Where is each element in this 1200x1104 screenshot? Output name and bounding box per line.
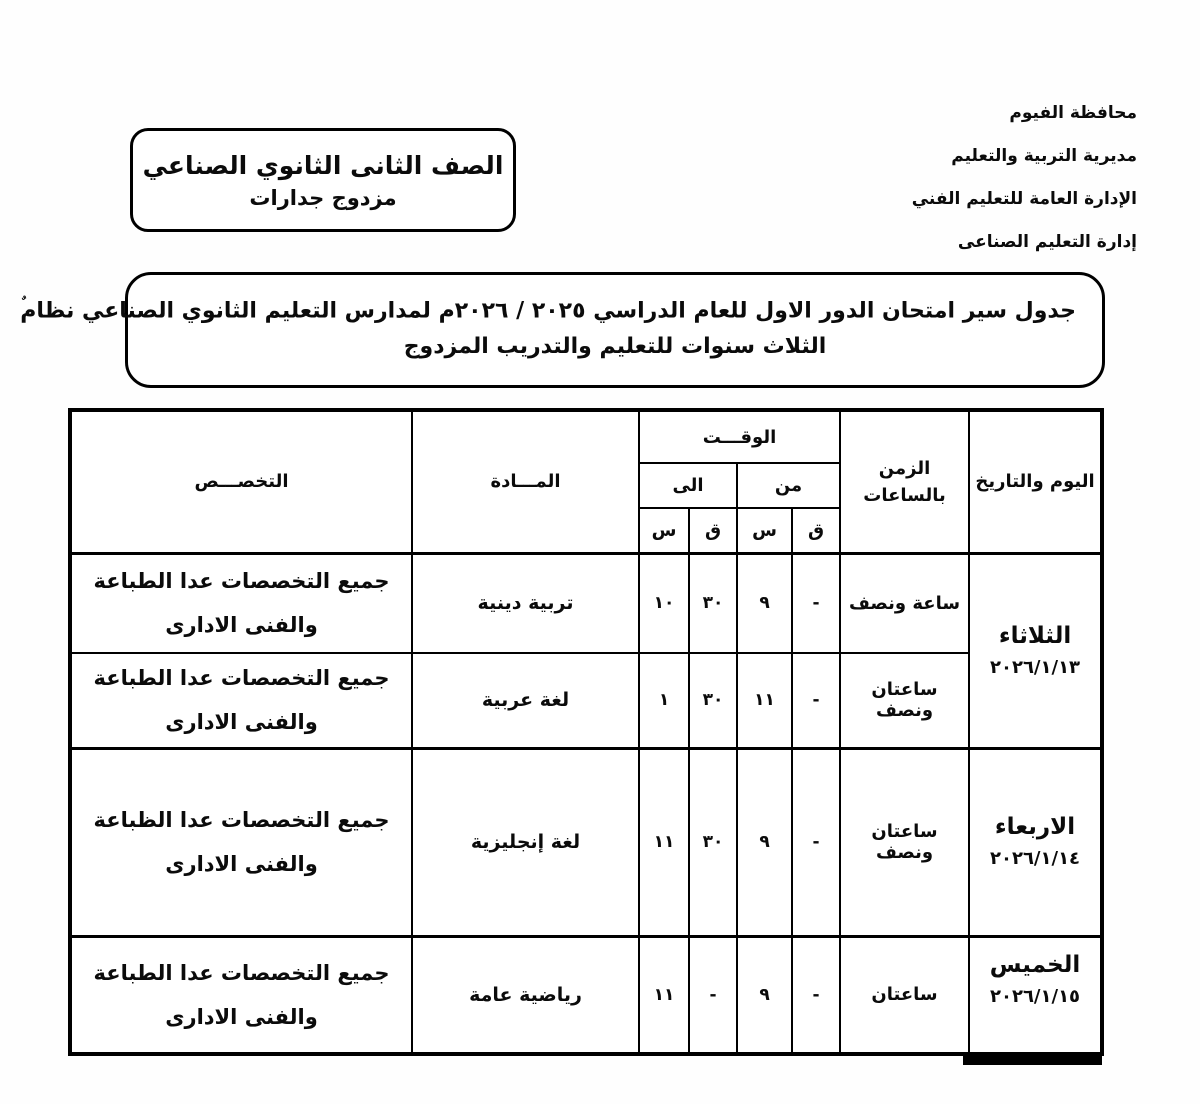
from-minutes-cell: -: [792, 936, 840, 1054]
header-to-minutes: ق: [689, 508, 737, 553]
to-minutes-cell: -: [689, 936, 737, 1054]
org-line-industrial-admin: إدارة التعليم الصناعى: [957, 232, 1137, 252]
day-column-bottom-rule: [963, 1056, 1102, 1065]
day-cell-wednesday: [969, 748, 1102, 936]
table-row-tuesday-religion: [70, 553, 1102, 653]
table-row-wednesday-english: [70, 748, 1102, 936]
day-name: الثلاثاء: [998, 622, 1072, 649]
org-line-directorate: مديرية التربية والتعليم: [951, 146, 1137, 166]
subject-cell: لغة عربية: [412, 653, 639, 748]
subject-cell: لغة إنجليزية: [412, 748, 639, 936]
exam-schedule-table: [68, 408, 1104, 1056]
exam-title-line2: الثلاث سنوات للتعليم والتدريب المزدوج: [403, 334, 827, 360]
day-cell-tuesday: [969, 553, 1102, 748]
duration-cell: ساعة ونصف: [840, 553, 969, 653]
class-box-grade: الصف الثانى الثانوي الصناعي: [142, 150, 504, 180]
from-minutes-cell: -: [792, 553, 840, 653]
header-from: من: [737, 463, 840, 508]
day-name: الاربعاء: [994, 814, 1076, 840]
org-line-general-admin: الإدارة العامة للتعليم الفني: [911, 189, 1137, 209]
header-to: الى: [639, 463, 737, 508]
exam-title-line1: جدول سير امتحان الدور الاول للعام الدراسي ٢٠٢٥ / ٢٠٢٦م لمدارس التعليم الثانوي الصناعي نظام: [20, 298, 1076, 324]
header-time: الوقـــت: [639, 410, 840, 463]
specialization-cell: جميع التخصصات عدا الطباعة والفنى الادارى: [70, 553, 412, 653]
from-minutes-cell: -: [792, 748, 840, 936]
duration-cell: ساعتان ونصف: [840, 748, 969, 936]
from-hours-cell: ١١: [737, 653, 792, 748]
to-minutes-cell: ٣٠: [689, 553, 737, 653]
day-date: ٢٠٢٦/١/١٥: [989, 985, 1081, 1007]
from-minutes-cell: -: [792, 653, 840, 748]
duration-cell: ساعتان ونصف: [840, 653, 969, 748]
header-duration: الزمن بالساعات: [840, 410, 969, 553]
to-minutes-cell: ٣٠: [689, 653, 737, 748]
specialization-cell: جميع التخصصات عدا الظباعة والفنى الادارى: [70, 748, 412, 936]
table-row-thursday-math: [70, 936, 1102, 1054]
specialization-cell: جميع التخصصات عدا الطباعة والفنى الادارى: [70, 936, 412, 1054]
subject-cell: تربية دينية: [412, 553, 639, 653]
day-date: ٢٠٢٦/١/١٤: [989, 848, 1081, 869]
to-hours-cell: ١١: [639, 936, 689, 1054]
class-box: [130, 128, 516, 232]
day-cell-thursday: [969, 936, 1102, 1054]
from-hours-cell: ٩: [737, 748, 792, 936]
header-subject: المـــادة: [412, 410, 639, 553]
table-row-tuesday-arabic: [70, 653, 1102, 748]
to-hours-cell: ١٠: [639, 553, 689, 653]
header-from-minutes: ق: [792, 508, 840, 553]
subject-cell: رياضية عامة: [412, 936, 639, 1054]
to-hours-cell: ١: [639, 653, 689, 748]
class-box-system: مزدوج جدارات: [249, 185, 397, 210]
header-specialization: التخصـــص: [70, 410, 412, 553]
specialization-cell: جميع التخصصات عدا الطباعة والفنى الادارى: [70, 653, 412, 748]
org-line-governorate: محافظة الفيوم: [1009, 103, 1137, 123]
to-minutes-cell: ٣٠: [689, 748, 737, 936]
duration-cell: ساعتان: [840, 936, 969, 1054]
to-hours-cell: ١١: [639, 748, 689, 936]
header-to-hours: س: [639, 508, 689, 553]
from-hours-cell: ٩: [737, 553, 792, 653]
from-hours-cell: ٩: [737, 936, 792, 1054]
day-date: ٢٠٢٦/١/١٣: [989, 656, 1081, 678]
header-day-date: اليوم والتاريخ: [969, 410, 1102, 553]
day-name: الخميس: [989, 951, 1081, 978]
org-letterhead: [912, 92, 1137, 264]
exam-title-box: [20, 272, 1105, 388]
header-from-hours: س: [737, 508, 792, 553]
